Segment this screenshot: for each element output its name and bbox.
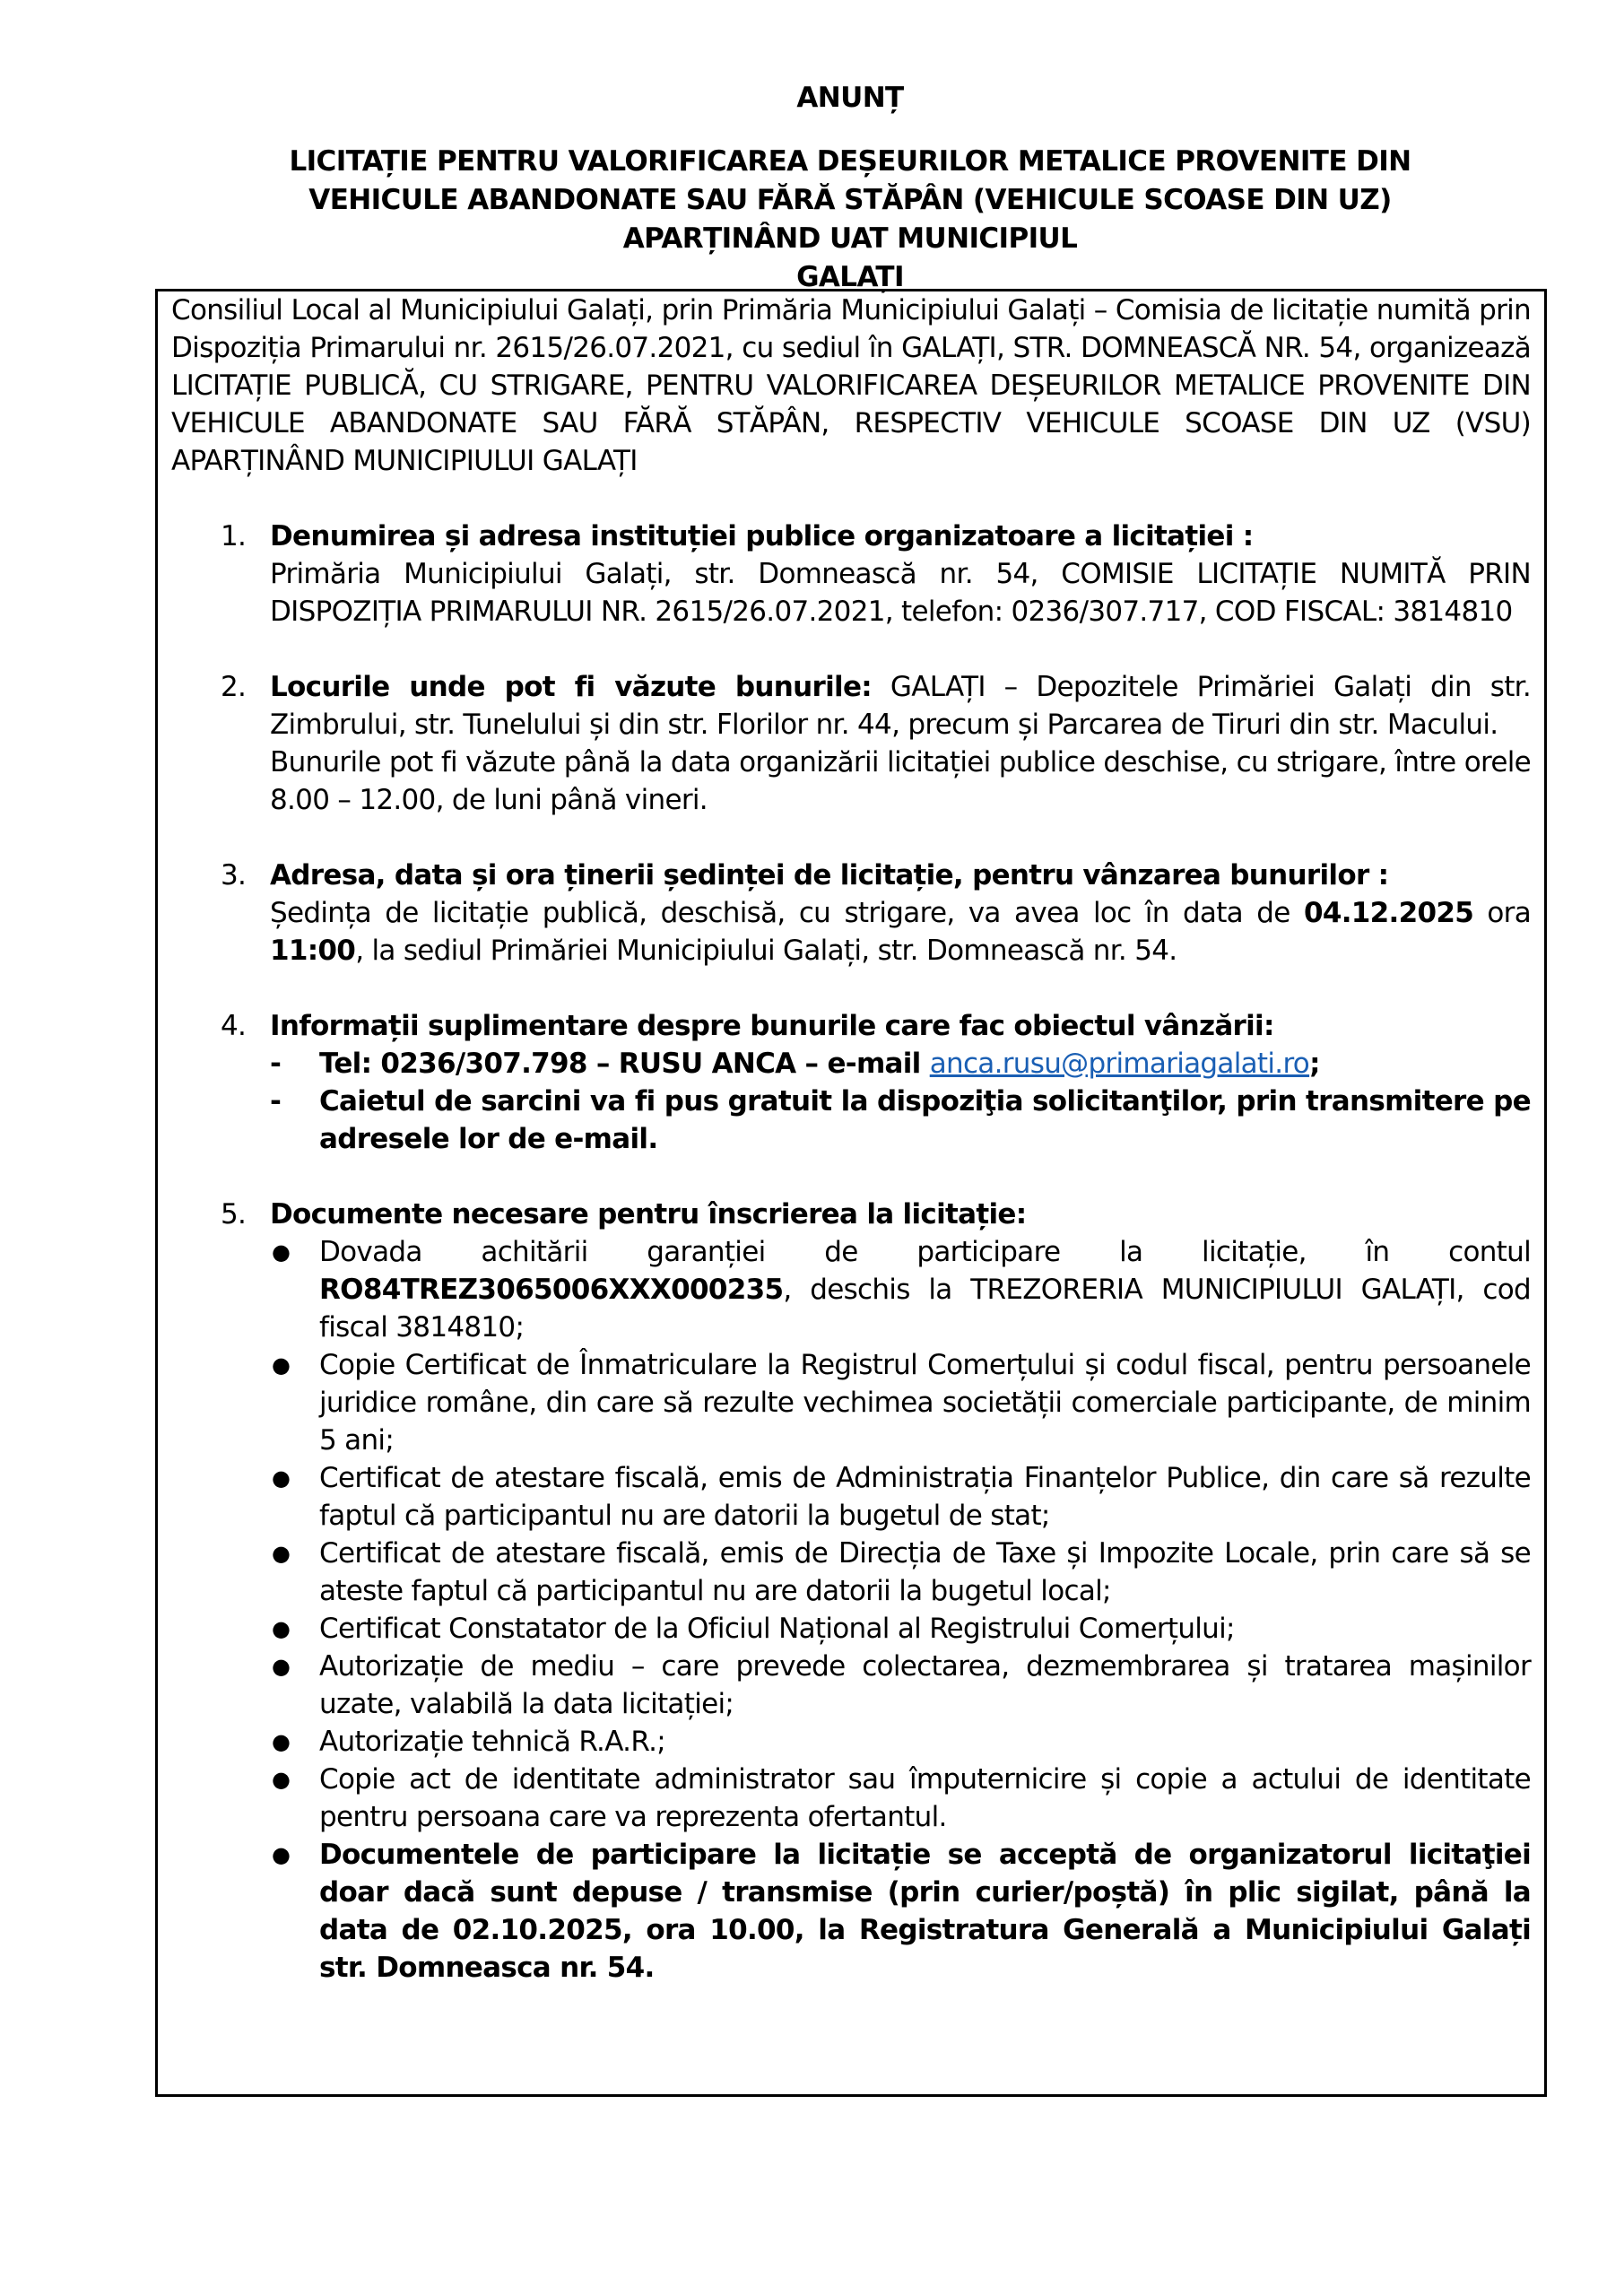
item-text: Certificat Constatator de la Oficiul Național al Registrului Comerțului; xyxy=(319,1613,1235,1645)
contact-text: Tel: 0236/307.798 – RUSU ANCA – e-mail xyxy=(319,1048,930,1080)
viewing-hours-text: Bunurile pot fi văzute până la data organizării licitației publice deschise, cu strigare, între orele 8.00 – 12.00, de luni până vineri. xyxy=(270,746,1531,816)
section-heading: Documente necesare pentru înscrierea la licitație: xyxy=(270,1198,1027,1231)
title-line: VEHICULE ABANDONATE SAU FĂRĂ STĂPÂN (VEHICULE SCOASE DIN UZ) xyxy=(308,184,1392,216)
bullet-icon: ● xyxy=(272,1729,291,1754)
section-heading: Informații suplimentare despre bunurile care fac obiectul vânzării: xyxy=(270,1010,1274,1042)
section-organizer xyxy=(171,517,1531,631)
section-number: 2. xyxy=(221,671,247,703)
item-text: Dovada achitării garanției de participare la licitație, în contul xyxy=(319,1236,1531,1268)
documents-list xyxy=(270,1233,1531,1987)
list-item-deadline xyxy=(270,1836,1531,1987)
bullet-icon: ● xyxy=(272,1352,291,1378)
spacer xyxy=(171,819,1531,857)
section-number: 4. xyxy=(221,1010,247,1042)
section-additional-info xyxy=(171,1007,1531,1158)
item-text: Certificat de atestare fiscală, emis de Administrația Finanțelor Publice, din care să rezulte faptul că participantul nu are datorii la bugetul de stat; xyxy=(319,1462,1531,1532)
list-item xyxy=(270,1535,1531,1610)
bullet-icon: ● xyxy=(272,1842,291,1867)
auction-text: , la sediul Primăriei Municipiului Galați, str. Domnească nr. 54. xyxy=(355,935,1177,967)
auction-text: Ședința de licitație publică, deschisă, cu strigare, va avea loc în data de xyxy=(270,897,1304,929)
section-number: 3. xyxy=(221,859,247,891)
intro-paragraph: Consiliul Local al Municipiului Galați, prin Primăria Municipiului Galați – Comisia de licitație numită prin Dispoziția Primarului nr. 2615/26.07.2021, cu sediul în GALAȚI, STR. DOMNEASCĂ NR. 54, organizează LICITAȚIE PUBLICĂ, CU STRIGARE, PENTRU VALORIFICAREA DEȘEURILOR METALICE PROVENITE DIN VEHICULE ABANDONATE SAU FĂRĂ STĂPÂN, RESPECTIV VEHICULE SCOASE DIN UZ (VSU) APARȚINÂND MUNICIPIULUI GALAȚI xyxy=(171,294,1531,477)
item-text: Certificat de atestare fiscală, emis de Direcția de Taxe și Impozite Locale, prin care să se ateste faptul că participantul nu are datorii la bugetul local; xyxy=(319,1537,1531,1607)
dash-icon: - xyxy=(270,1048,282,1080)
bullet-icon: ● xyxy=(272,1239,291,1265)
spacer xyxy=(171,631,1531,668)
title-line: GALAȚI xyxy=(796,261,904,293)
section-number: 5. xyxy=(221,1198,247,1231)
announcement-box xyxy=(155,289,1547,2097)
item-text: Copie act de identitate administrator sau împuternicire și copie a actului de identitate pentru persoana care va reprezenta ofertantul. xyxy=(319,1763,1531,1833)
title-block xyxy=(155,79,1545,297)
spacer xyxy=(171,970,1531,1007)
auction-text: ora xyxy=(1473,897,1531,929)
list-item xyxy=(270,1346,1531,1459)
contact-list xyxy=(270,1045,1531,1158)
announcement-content xyxy=(171,291,1531,1987)
specs-text: Caietul de sarcini va fi pus gratuit la dispoziţia solicitanţilor, prin transmitere pe adresele lor de e-mail. xyxy=(319,1085,1531,1155)
list-item xyxy=(270,1723,1531,1761)
section-number: 1. xyxy=(221,520,247,552)
list-item-specs xyxy=(270,1083,1531,1158)
bank-account: RO84TREZ3065006XXX000235 xyxy=(319,1274,784,1306)
bullet-icon: ● xyxy=(272,1465,291,1491)
section-body: Primăria Municipiului Galați, str. Domnească nr. 54, COMISIE LICITAȚIE NUMITĂ PRIN DISPOZIȚIA PRIMARULUI NR. 2615/26.07.2021, telefon: 0236/307.717, COD FISCAL: 3814810 xyxy=(270,558,1531,628)
bullet-icon: ● xyxy=(272,1541,291,1566)
section-locations xyxy=(171,668,1531,819)
locations-text: GALAȚI – Depozitele Primăriei Galați din str. Zimbrului, str. Tunelului și din str. Florilor nr. 44, precum și Parcarea de Tiruri din str. Macului. xyxy=(270,671,1532,741)
section-heading: Denumirea și adresa instituției publice organizatoare a licitației : xyxy=(270,520,1254,552)
contact-text-end: ; xyxy=(1309,1048,1320,1080)
item-text: Autorizație tehnică R.A.R.; xyxy=(319,1726,665,1758)
section-body xyxy=(270,894,1531,970)
list-item xyxy=(270,1761,1531,1836)
deadline-text: Documentele de participare la licitație se acceptă de organizatorul licitaţiei doar dacă sunt depuse / transmise (prin curier/poștă) în plic sigilat, până la data de 02.10.2025, ora 10.00, la Registratura Generală a Municipiului Galați str. Domneasca nr. 54. xyxy=(319,1839,1531,1984)
section-heading: Adresa, data și ora ținerii ședinței de licitație, pentru vânzarea bunurilor : xyxy=(270,859,1389,891)
list-item xyxy=(270,1648,1531,1723)
email-link[interactable]: anca.rusu@primariagalati.ro xyxy=(929,1048,1310,1080)
spacer xyxy=(171,1158,1531,1196)
item-text: , deschis la TREZORERIA MUNICIPIULUI GALAȚI, cod fiscal 3814810; xyxy=(319,1274,1531,1344)
auction-time: 11:00 xyxy=(270,935,356,967)
spacer xyxy=(171,480,1531,517)
item-text: Copie Certificat de Înmatriculare la Registrul Comerțului și codul fiscal, pentru persoanele juridice române, din care să rezulte vechimea societății comerciale participante, de minim 5 ani; xyxy=(319,1349,1531,1457)
list-item-contact xyxy=(270,1045,1531,1083)
title-line: APARȚINÂND UAT MUNICIPIUL xyxy=(622,222,1078,255)
bullet-icon: ● xyxy=(272,1616,291,1641)
dash-icon: - xyxy=(270,1085,282,1118)
list-item xyxy=(270,1459,1531,1535)
list-item xyxy=(270,1610,1531,1648)
auction-date: 04.12.2025 xyxy=(1303,897,1474,929)
title-line: LICITAȚIE PENTRU VALORIFICAREA DEȘEURILOR METALICE PROVENITE DIN xyxy=(289,145,1411,178)
section-auction-date xyxy=(171,857,1531,970)
item-text: Autorizație de mediu – care prevede colectarea, dezmembrarea și tratarea mașinilor uzate, valabilă la data licitației; xyxy=(319,1650,1531,1720)
section-body xyxy=(270,668,1531,744)
bullet-icon: ● xyxy=(272,1654,291,1679)
bullet-icon: ● xyxy=(272,1767,291,1792)
list-item xyxy=(270,1233,1531,1346)
section-required-documents xyxy=(171,1196,1531,1987)
announcement-heading: ANUNȚ xyxy=(796,82,904,114)
section-heading: Locurile unde pot fi văzute bunurile: xyxy=(270,671,872,703)
